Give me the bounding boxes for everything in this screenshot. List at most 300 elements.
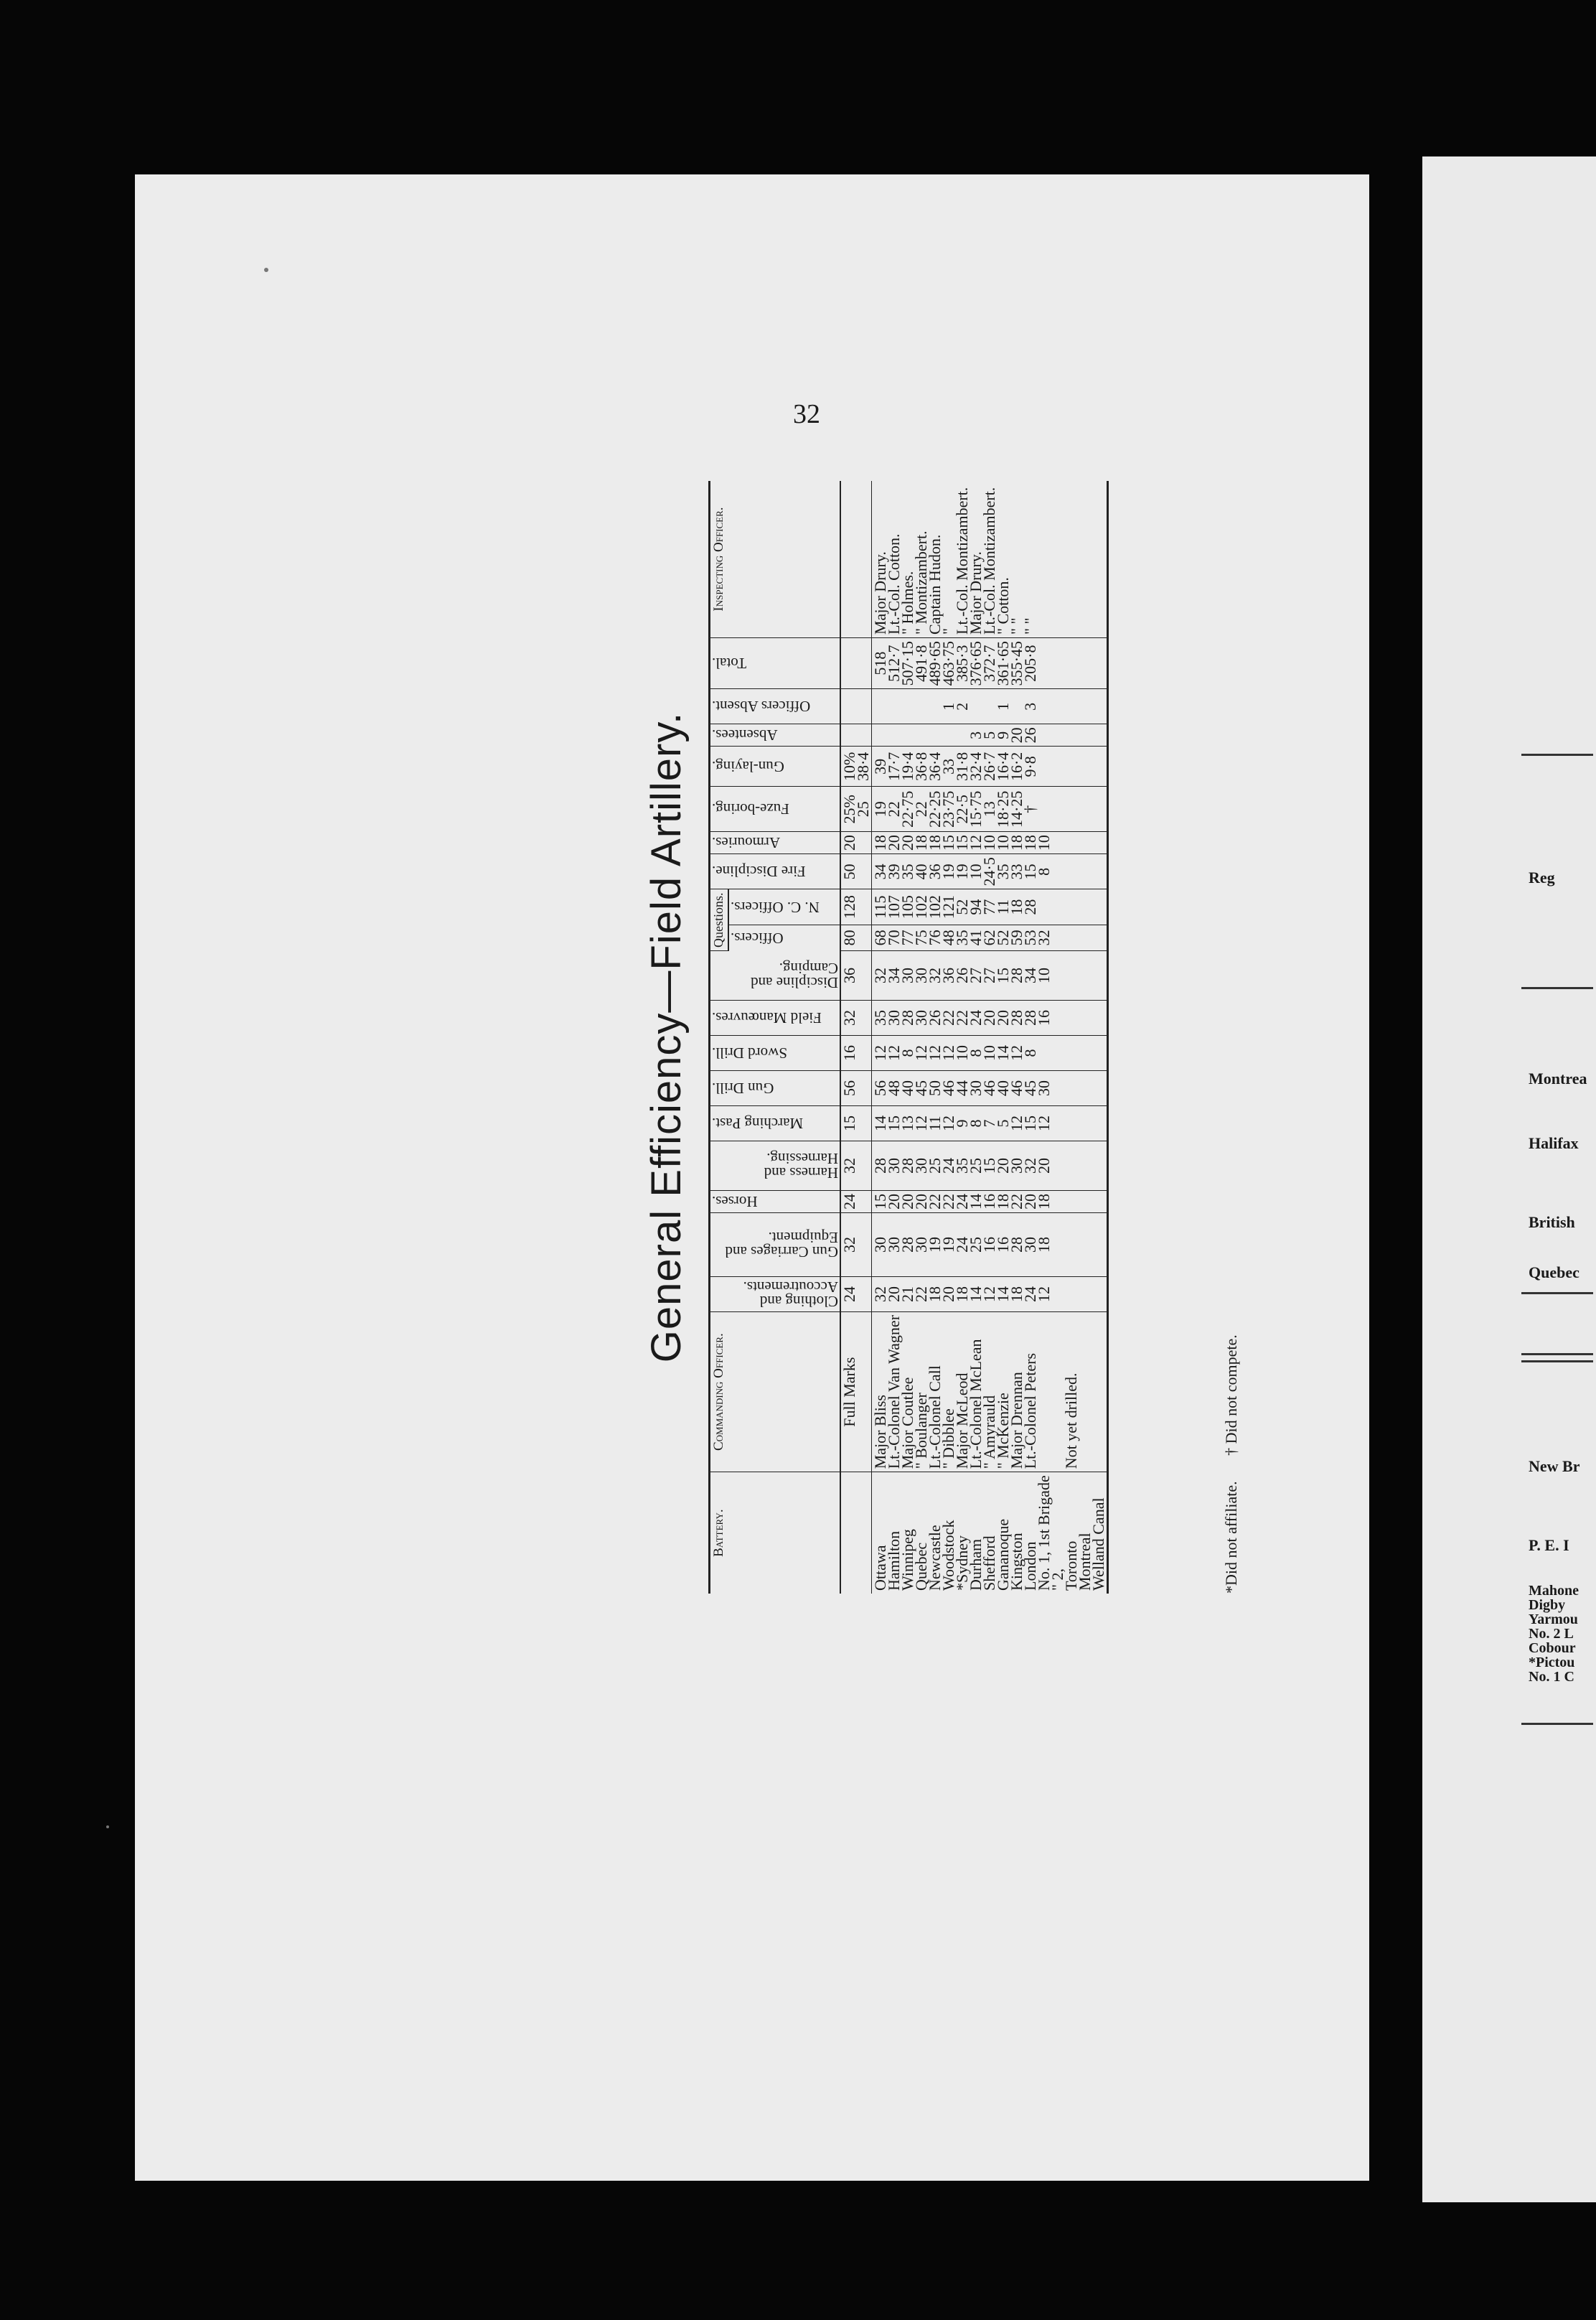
score-cell: 19 — [953, 864, 971, 880]
header-col: Officers. — [728, 925, 840, 950]
score-cell: 10 — [967, 864, 985, 880]
score-cell: 1 — [994, 702, 1012, 711]
score-cell: 8 — [1035, 867, 1053, 876]
score-cell: 11 — [926, 1115, 944, 1131]
score-cell: 30 — [912, 1009, 930, 1026]
score-cell: 32 — [871, 967, 889, 983]
score-cell: 20 — [885, 1193, 903, 1210]
score-cell: 489·65 — [926, 641, 944, 686]
full-marks-row — [840, 481, 872, 1594]
score-cell: 10 — [1035, 967, 1053, 983]
right-page-place: Cobour — [1529, 1640, 1576, 1656]
right-page-place: Halifax — [1529, 1134, 1579, 1152]
score-cell: 22·5 — [953, 795, 971, 824]
score-cell: 36·8 — [912, 752, 930, 782]
header-col: Discipline and Camping. — [710, 950, 841, 1000]
score-cell: 30 — [885, 1009, 903, 1026]
score-cell: 20 — [1021, 1193, 1039, 1210]
score-cell: 372·7 — [980, 645, 998, 682]
battery-name: *Sydney — [953, 1535, 971, 1591]
score-cell: 24 — [967, 1009, 985, 1026]
efficiency-table — [708, 481, 1109, 1594]
score-cell: 463·75 — [939, 641, 957, 686]
battery-name: London — [1021, 1541, 1039, 1591]
score-cell: 39 — [871, 758, 889, 775]
score-cell: 27 — [967, 967, 985, 983]
full-mark: 56 — [840, 1070, 872, 1105]
score-cell: 16 — [1035, 1009, 1053, 1026]
score-column — [872, 1141, 1108, 1190]
score-cell: 36 — [926, 864, 944, 880]
score-cell: 14 — [994, 1286, 1012, 1302]
score-cell: 12 — [1035, 1115, 1053, 1131]
score-column — [872, 1105, 1108, 1141]
score-cell: 12 — [980, 1286, 998, 1302]
score-cell: 28 — [1008, 1236, 1025, 1253]
battery-name: Gananoque — [994, 1518, 1012, 1591]
score-cell: 5 — [994, 1119, 1012, 1128]
score-cell: 32 — [1021, 1157, 1039, 1174]
header-col: Harness and Harnessing. — [710, 1141, 841, 1190]
paper-speck — [264, 268, 268, 272]
commanding-officer-name: " Dibblee — [939, 1408, 957, 1469]
score-cell: 15 — [885, 1115, 903, 1131]
score-cell: 16 — [980, 1236, 998, 1253]
score-cell: 19·4 — [898, 752, 916, 782]
inspecting-officer-name: " Cotton. — [994, 577, 1012, 635]
footnote-dagger: † Did not compete. — [1222, 1334, 1240, 1456]
score-cell: 34 — [1021, 967, 1039, 983]
score-cell: 20 — [912, 1193, 930, 1210]
score-cell: 33 — [939, 758, 957, 775]
score-cell: 32 — [926, 967, 944, 983]
score-cell: 12 — [939, 1115, 957, 1131]
score-column — [872, 1276, 1108, 1311]
right-page — [1422, 156, 1596, 2202]
score-cell: 14 — [967, 1286, 985, 1302]
score-cell: 19 — [926, 1236, 944, 1253]
score-cell: 30 — [967, 1080, 985, 1096]
score-cell: 36 — [939, 967, 957, 983]
battery-name: Toronto — [1062, 1540, 1080, 1591]
score-cell: 115 — [871, 895, 889, 919]
score-cell: 5 — [980, 731, 998, 739]
score-cell: 52 — [994, 930, 1012, 946]
score-cell — [1037, 1039, 1051, 1067]
score-cell: 24 — [953, 1193, 971, 1210]
score-column — [872, 925, 1108, 950]
header-questions: Questions. — [710, 889, 729, 951]
score-column — [872, 1212, 1108, 1276]
score-cell: 21 — [898, 1286, 916, 1302]
inspecting-officer-name: Lt.-Col. Montizambert. — [953, 487, 971, 635]
score-cell: 56 — [871, 1080, 889, 1096]
full-mark: 32 — [840, 1212, 872, 1276]
header-col: Total. — [710, 638, 841, 689]
full-mark — [840, 638, 872, 689]
score-cell: 12 — [871, 1044, 889, 1061]
book-spine — [1369, 156, 1422, 2202]
score-column — [872, 832, 1108, 854]
data-row — [872, 481, 1108, 1594]
score-cell: 18 — [1008, 899, 1025, 915]
full-mark: 80 — [840, 925, 872, 950]
score-cell: 30 — [912, 1236, 930, 1253]
score-cell: 22 — [1008, 1193, 1025, 1210]
score-cell: 35 — [898, 864, 916, 880]
score-cell: 1 — [939, 702, 957, 711]
full-mark: 24 — [840, 1190, 872, 1212]
score-cell — [1037, 749, 1051, 783]
battery-name: Woodstock — [939, 1520, 957, 1591]
right-page-place: P. E. I — [1529, 1536, 1569, 1554]
score-cell: 22 — [912, 801, 930, 818]
score-cell: 25 — [967, 1157, 985, 1174]
full-mark: 20 — [840, 832, 872, 854]
commanding-officer-name: Major Bliss — [871, 1395, 889, 1469]
score-cell: 518 — [871, 651, 889, 675]
score-cell: 10 — [980, 1044, 998, 1061]
score-cell: 10 — [980, 835, 998, 851]
right-page-place: New Br — [1529, 1457, 1580, 1475]
score-cell: 33 — [1008, 864, 1025, 880]
score-cell: 45 — [1021, 1080, 1039, 1096]
header-inspecting-officer: Inspecting Officer. — [710, 481, 841, 638]
score-cell: 102 — [926, 895, 944, 920]
battery-name: Hamilton — [885, 1530, 903, 1591]
page-number: 32 — [793, 399, 820, 429]
score-cell: 18 — [1008, 1286, 1025, 1302]
score-cell: 25 — [926, 1157, 944, 1174]
score-cell: 18 — [1035, 1236, 1053, 1253]
header-col: Fire Discipline. — [710, 854, 841, 889]
header-col: Field Manœuvres. — [710, 1000, 841, 1035]
score-cell: 35 — [953, 930, 971, 946]
right-page-place: No. 1 C — [1529, 1669, 1574, 1685]
score-cell: 10 — [994, 835, 1012, 851]
score-cell: 8 — [967, 1049, 985, 1057]
score-cell: 23·75 — [939, 790, 957, 828]
score-cell: 28 — [1021, 899, 1039, 915]
score-column — [872, 1035, 1108, 1070]
score-cell: 24 — [953, 1236, 971, 1253]
inspecting-officer-name: " " — [1008, 617, 1025, 635]
score-column — [872, 724, 1108, 747]
inspecting-officer-name: Captain Hudon. — [926, 534, 944, 635]
score-cell: 28 — [898, 1157, 916, 1174]
score-cell: 20 — [1035, 1157, 1053, 1174]
commanding-officer-name: Lt.-Colonel McLean — [967, 1339, 985, 1469]
score-cell: 77 — [898, 930, 916, 946]
full-mark — [840, 724, 872, 747]
battery-name: No. 1, 1st Brigade — [1035, 1475, 1053, 1591]
header-col: Clothing and Accoutrements. — [710, 1276, 841, 1311]
score-cell: 28 — [1021, 1009, 1039, 1026]
score-cell: 12 — [926, 1044, 944, 1061]
score-cell: 22·25 — [926, 790, 944, 828]
footnote-star: *Did not affiliate. — [1222, 1481, 1240, 1594]
battery-name: Durham — [967, 1538, 985, 1591]
score-cell: 30 — [885, 1236, 903, 1253]
score-cell: 22 — [885, 801, 903, 818]
score-cell: 77 — [980, 899, 998, 915]
score-cell: 32 — [871, 1286, 889, 1302]
score-cell: 20 — [939, 1286, 957, 1302]
empty-cell — [840, 481, 872, 638]
battery-name: Montreal — [1076, 1533, 1094, 1591]
score-cell: 18 — [926, 835, 944, 851]
score-cell: 12 — [939, 1044, 957, 1061]
score-cell: 48 — [939, 930, 957, 946]
inspecting-officer-name: Major Drury. — [871, 551, 889, 635]
score-cell — [1037, 892, 1051, 921]
commanding-officer-name: Lt.-Colonel Call — [926, 1365, 944, 1469]
score-cell: 26 — [953, 967, 971, 983]
score-cell: 20 — [994, 1009, 1012, 1026]
score-cell: 14 — [871, 1115, 889, 1131]
score-cell: 12 — [1008, 1044, 1025, 1061]
score-cell: 24 — [1021, 1286, 1039, 1302]
score-cell: 205·8 — [1021, 645, 1039, 682]
battery-name: Shefford — [980, 1535, 998, 1591]
score-cell: 35 — [871, 1009, 889, 1026]
score-cell: 34 — [871, 864, 889, 880]
battery-name: Ottawa — [871, 1545, 889, 1591]
header-col: Sword Drill. — [710, 1035, 841, 1070]
score-cell: 22·75 — [898, 790, 916, 828]
score-cell: 361·65 — [994, 641, 1012, 686]
header-col: Gun-laying. — [710, 747, 841, 787]
score-cell: 53 — [1021, 930, 1039, 946]
header-col: Fuze-boring. — [710, 787, 841, 832]
score-cell: 9 — [953, 1119, 971, 1128]
empty-cell — [840, 1472, 872, 1594]
score-cell: 15 — [1021, 1115, 1039, 1131]
score-cell: 25 — [967, 1236, 985, 1253]
commanding-officer-name: Lt.-Colonel Peters — [1021, 1352, 1039, 1469]
score-cell: 10 — [1035, 835, 1053, 851]
score-column — [872, 638, 1108, 689]
header-col: Absentees. — [710, 724, 841, 747]
score-cell: 41 — [967, 930, 985, 946]
header-col: Armouries. — [710, 832, 841, 854]
commanding-officer-name: " McKenzie — [994, 1393, 1012, 1469]
score-cell: 20 — [898, 1193, 916, 1210]
score-cell: 512·7 — [885, 645, 903, 682]
score-cell: 28 — [898, 1236, 916, 1253]
score-cell: 59 — [1008, 930, 1025, 946]
score-cell: 22 — [926, 1193, 944, 1210]
score-column — [872, 889, 1108, 925]
score-cell: 22 — [939, 1009, 957, 1026]
score-cell: 30 — [1008, 1157, 1025, 1174]
score-cell: 12 — [1035, 1286, 1053, 1302]
inspecting-officer-name: Major Drury. — [967, 551, 985, 635]
score-cell: 13 — [898, 1115, 916, 1131]
full-mark: 36 — [840, 950, 872, 1000]
score-cell: 15·75 — [967, 790, 985, 828]
inspecting-officer-name: Lt.-Col. Cotton. — [885, 533, 903, 635]
score-cell: 12 — [912, 1115, 930, 1131]
inspecting-officer-name: " Holmes. — [898, 571, 916, 635]
score-cell: 46 — [1008, 1080, 1025, 1096]
inspecting-officer-name: " " — [1021, 617, 1039, 635]
commanding-officer-list — [872, 1311, 1108, 1472]
score-cell: 14 — [967, 1193, 985, 1210]
score-cell: 30 — [912, 967, 930, 983]
score-cell: 28 — [1008, 1009, 1025, 1026]
score-cell: 18 — [912, 835, 930, 851]
score-cell: 14·25 — [1008, 790, 1025, 828]
score-cell: 50 — [926, 1080, 944, 1096]
paper-speck — [106, 1825, 109, 1828]
score-cell: 28 — [898, 1009, 916, 1026]
score-cell: 30 — [912, 1157, 930, 1174]
score-column — [872, 1070, 1108, 1105]
right-page-place: No. 2 L — [1529, 1626, 1574, 1642]
score-cell: 385·3 — [953, 645, 971, 682]
score-cell: 16·4 — [994, 752, 1012, 782]
score-cell: 24 — [939, 1157, 957, 1174]
score-cell: 8 — [1021, 1049, 1039, 1057]
score-cell: 15 — [871, 1193, 889, 1210]
score-cell: 30 — [1021, 1236, 1039, 1253]
score-cell: 30 — [885, 1157, 903, 1174]
score-cell: 13 — [980, 801, 998, 818]
right-page-rule — [1521, 1360, 1593, 1362]
header-col: Marching Past. — [710, 1105, 841, 1141]
commanding-officer-name: " Amyrauld — [980, 1395, 998, 1469]
score-column — [872, 787, 1108, 832]
score-column — [872, 1000, 1108, 1035]
full-mark: 15 — [840, 1105, 872, 1141]
score-cell: 18 — [1035, 1193, 1053, 1210]
score-cell: 121 — [939, 895, 957, 920]
score-cell: 76 — [926, 930, 944, 946]
score-cell: 26 — [926, 1009, 944, 1026]
score-cell: 9·8 — [1021, 756, 1039, 777]
score-cell: 28 — [871, 1157, 889, 1174]
score-cell: 45 — [912, 1080, 930, 1096]
score-cell: 39 — [885, 864, 903, 880]
score-cell: 24·5 — [980, 857, 998, 887]
battery-name: Quebec — [912, 1542, 930, 1591]
score-cell: 105 — [898, 895, 916, 920]
score-cell: 18 — [1021, 835, 1039, 851]
score-cell: 34 — [885, 967, 903, 983]
score-cell: 17·7 — [885, 752, 903, 782]
score-cell: 14 — [994, 1044, 1012, 1061]
score-cell: 3 — [967, 731, 985, 739]
full-mark: 24 — [840, 1276, 872, 1311]
score-cell: 26·7 — [980, 752, 998, 782]
score-cell: 20 — [885, 835, 903, 851]
score-cell: 7 — [980, 1119, 998, 1128]
commanding-officer-name: " Boulanger — [912, 1393, 930, 1469]
commanding-officer-name: Major Coutlee — [898, 1377, 916, 1469]
score-cell: 18 — [953, 1286, 971, 1302]
score-cell — [1037, 790, 1051, 828]
header-col: N. C. Officers. — [728, 889, 840, 925]
score-cell: 18 — [1008, 835, 1025, 851]
right-page-place: British — [1529, 1213, 1575, 1231]
right-page-place: Mahone — [1529, 1583, 1579, 1599]
battery-name: Welland Canal — [1089, 1497, 1107, 1591]
score-cell: 94 — [967, 899, 985, 915]
score-cell: 19 — [939, 864, 957, 880]
header-col: Officers Absent. — [710, 689, 841, 724]
score-cell: 40 — [994, 1080, 1012, 1096]
score-cell: 16 — [994, 1236, 1012, 1253]
battery-name: Kingston — [1008, 1533, 1025, 1591]
inspecting-officer-name: " — [939, 628, 957, 635]
score-cell: 62 — [980, 930, 998, 946]
score-column — [872, 950, 1108, 1000]
score-cell: 70 — [885, 930, 903, 946]
score-cell: 8 — [898, 1049, 916, 1057]
score-cell: 52 — [953, 899, 971, 915]
full-marks-label: Full Marks — [840, 1311, 872, 1472]
full-mark: 50 — [840, 854, 872, 889]
score-cell: 15 — [953, 835, 971, 851]
score-cell: 16·2 — [1008, 752, 1025, 782]
right-page-place: Quebec — [1529, 1263, 1579, 1281]
score-cell: 40 — [912, 864, 930, 880]
score-cell: 18 — [871, 835, 889, 851]
score-cell: 18·25 — [994, 790, 1012, 828]
battery-name: " 2, — [1048, 1568, 1066, 1591]
right-page-place: Yarmou — [1529, 1612, 1578, 1627]
score-cell: 10 — [953, 1044, 971, 1061]
score-cell: 11 — [994, 899, 1012, 915]
score-cell: 48 — [885, 1080, 903, 1096]
score-cell: 15 — [980, 1157, 998, 1174]
score-cell: 44 — [953, 1080, 971, 1096]
score-column — [872, 1190, 1108, 1212]
score-cell: 102 — [912, 895, 930, 920]
score-cell: 28 — [1008, 967, 1025, 983]
score-cell: 8 — [967, 1119, 985, 1128]
score-cell: 30 — [1035, 1080, 1053, 1096]
commanding-officer-name: Not yet drilled. — [1062, 1372, 1080, 1469]
score-cell: 491·8 — [912, 645, 930, 682]
rotated-table-region — [642, 481, 1252, 1594]
score-column — [872, 854, 1108, 889]
score-cell: 22 — [939, 1193, 957, 1210]
battery-name: Winnipeg — [898, 1529, 916, 1591]
score-cell: 20 — [994, 1157, 1012, 1174]
score-cell: 27 — [980, 967, 998, 983]
score-cell: 26 — [1021, 727, 1039, 744]
score-cell: 30 — [871, 1236, 889, 1253]
score-cell: 12 — [885, 1044, 903, 1061]
header-col: Horses. — [710, 1190, 841, 1212]
full-mark: 32 — [840, 1000, 872, 1035]
inspecting-officer-name: Lt.-Col. Montizambert. — [980, 487, 998, 635]
right-page-rule — [1521, 1723, 1593, 1725]
score-cell: 68 — [871, 930, 889, 946]
right-page-rule — [1521, 754, 1593, 756]
score-cell: 3 — [1021, 702, 1039, 711]
score-cell: 507·15 — [898, 641, 916, 686]
score-cell: 32·4 — [967, 752, 985, 782]
score-cell: 35 — [994, 864, 1012, 880]
page-title: General Efficiency—Field Artillery. — [643, 711, 690, 1363]
score-cell: † — [1021, 805, 1039, 813]
score-column — [872, 689, 1108, 724]
score-cell: 46 — [980, 1080, 998, 1096]
score-cell: 36·4 — [926, 752, 944, 782]
